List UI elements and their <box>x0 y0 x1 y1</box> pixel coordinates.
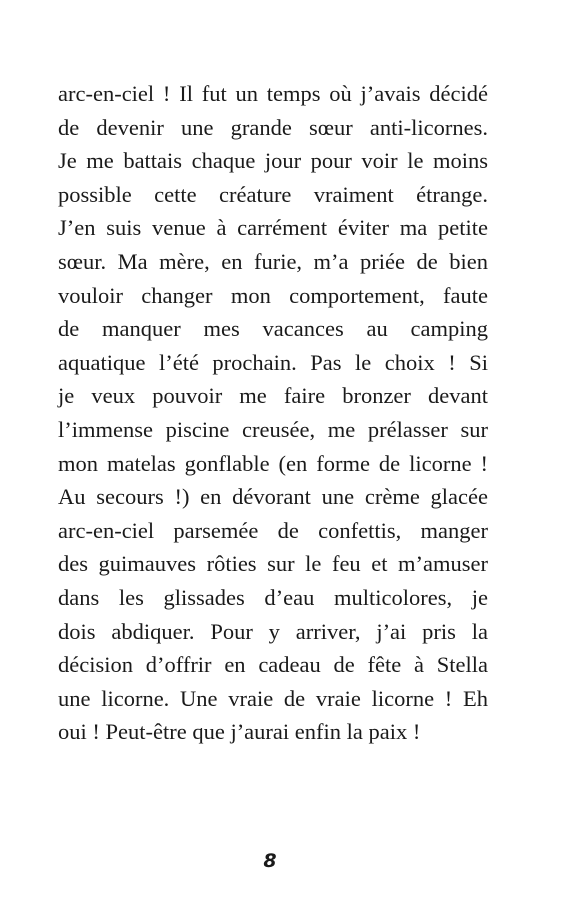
text-line: arc-en-ciel parsemée de confettis, manger <box>58 517 488 543</box>
text-line: dans les glissades d’eau multicolores, je <box>58 584 488 610</box>
text-line: mon matelas gonflable (en forme de licorne ! <box>58 450 488 476</box>
text-line: J’en suis venue à carrément éviter ma petite <box>58 215 488 241</box>
text-line: une licorne. Une vraie de vraie licorne ! Eh <box>58 685 488 711</box>
body-paragraph <box>58 77 488 749</box>
text-line: sœur. Ma mère, en furie, m’a priée de bien <box>58 248 488 274</box>
text-line: Je me battais chaque jour pour voir le moins <box>58 148 488 174</box>
text-line: dois abdiquer. Pour y arriver, j’ai pris la <box>58 618 488 644</box>
text-line: de manquer mes vacances au camping <box>58 316 488 342</box>
text-line: Au secours !) en dévorant une crème glacée <box>58 484 488 510</box>
text-line-last: oui ! Peut-être que j’aurai enfin la paix ! <box>58 719 421 745</box>
text-line: je veux pouvoir me faire bronzer devant <box>58 383 488 409</box>
text-line: des guimauves rôties sur le feu et m’amuser <box>58 551 488 577</box>
page-number: 8 <box>263 850 277 872</box>
text-line: de devenir une grande sœur anti-licornes. <box>58 114 488 140</box>
text-line: vouloir changer mon comportement, faute <box>58 282 488 308</box>
text-line: aquatique l’été prochain. Pas le choix ! Si <box>58 349 488 375</box>
text-line: possible cette créature vraiment étrange. <box>58 181 488 207</box>
text-line: décision d’offrir en cadeau de fête à Stella <box>58 652 488 678</box>
text-line: arc-en-ciel ! Il fut un temps où j’avais décidé <box>58 81 488 106</box>
text-line: l’immense piscine creusée, me prélasser sur <box>58 416 488 442</box>
